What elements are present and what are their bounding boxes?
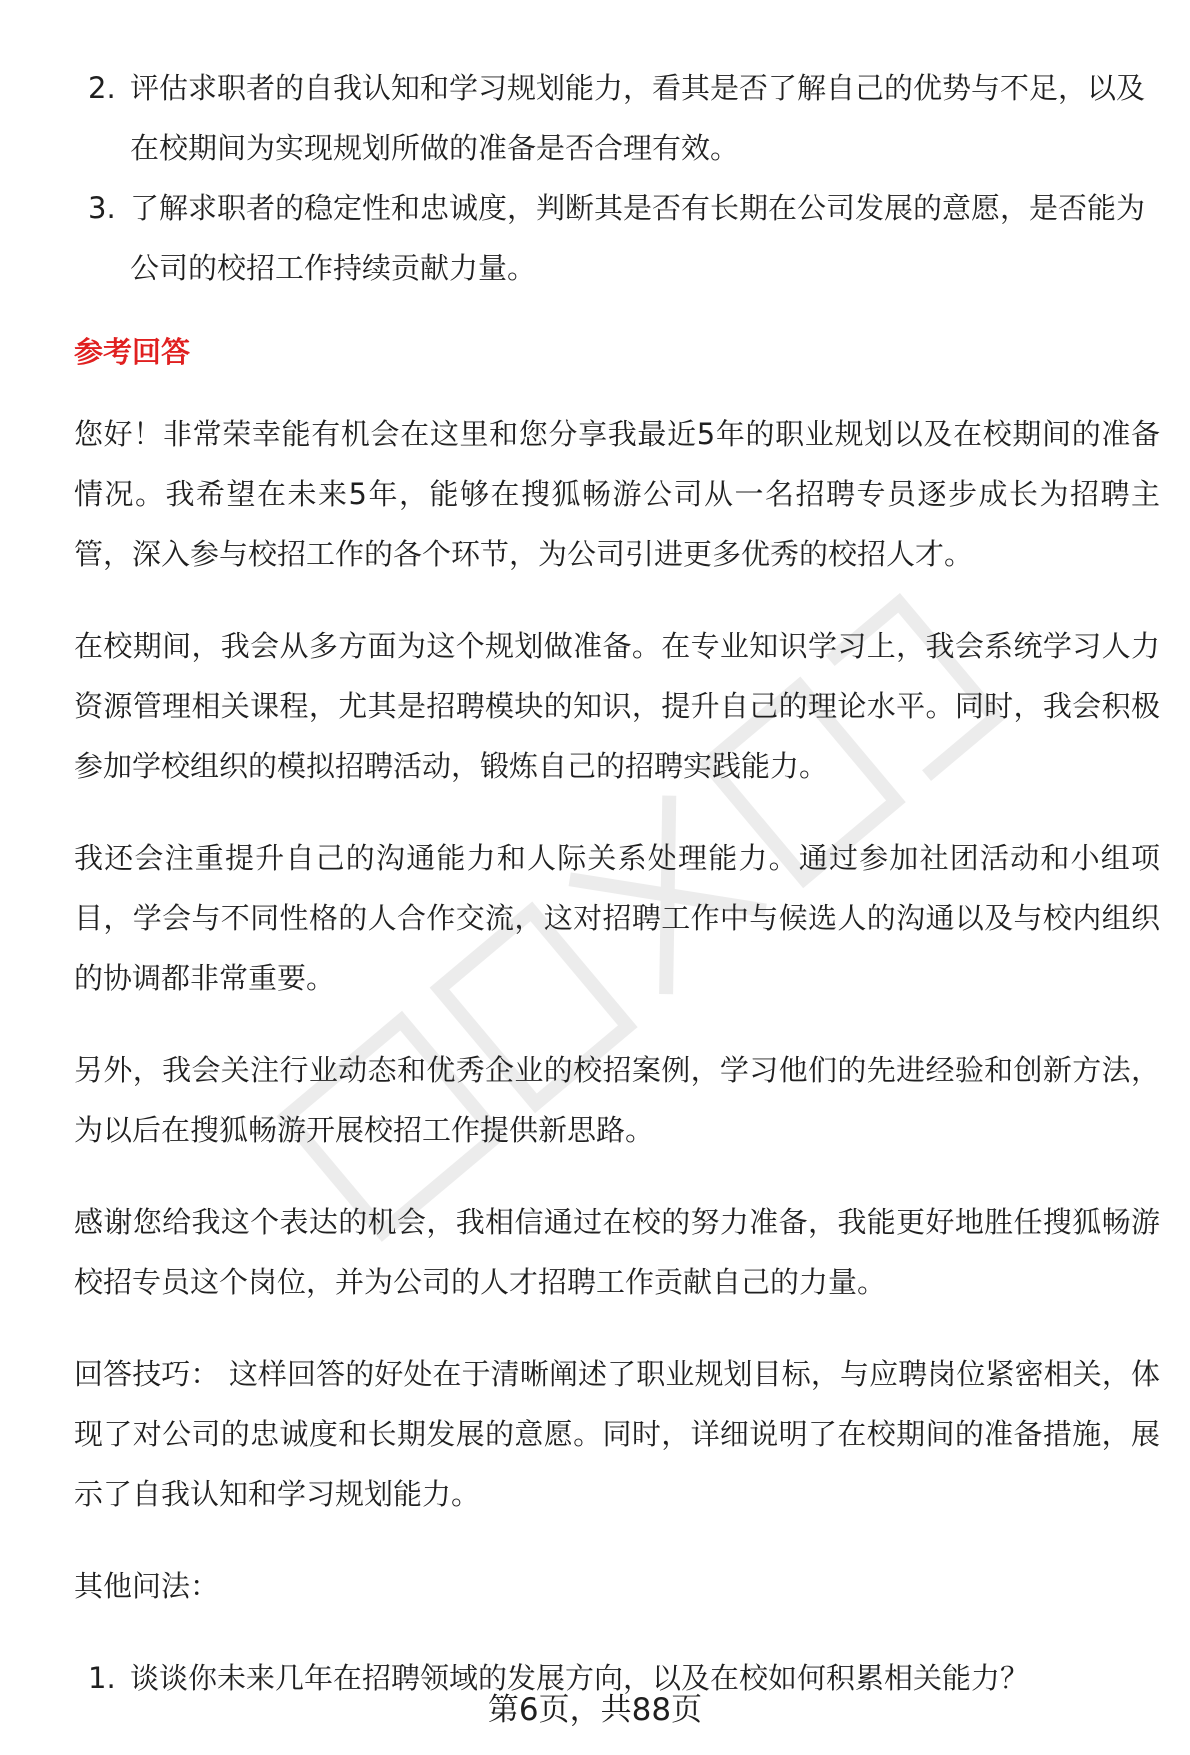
list-item-text: 谈谈你未来几年在招聘领域的发展方向，以及在校如何积累相关能力？: [130, 1661, 1030, 1695]
answer-paragraph: 另外，我会关注行业动态和优秀企业的校招案例，学习他们的先进经验和创新方法，为以后在搜狐畅游开展校招工作提供新思路。: [74, 1053, 1160, 1147]
list-item-text: 了解求职者的稳定性和忠诚度，判断其是否有长期在公司发展的意愿，是否能为公司的校招工作持续贡献力量。: [130, 191, 1146, 285]
answer-paragraph: 感谢您给我这个表达的机会，我相信通过在校的努力准备，我能更好地胜任搜狐畅游校招专员这个岗位，并为公司的人才招聘工作贡献自己的力量。: [74, 1205, 1160, 1299]
section-heading: 参考回答: [74, 335, 191, 369]
other-questions-label: 其他问法：: [74, 1569, 220, 1603]
answer-paragraph: 您好！非常荣幸能有机会在这里和您分享我最近5年的职业规划以及在校期间的准备情况。我希望在未来5年，能够在搜狐畅游公司从一名招聘专员逐步成长为招聘主管，深入参与校招工作的各个环节，为公司引进更多优秀的校招人才。: [74, 417, 1160, 571]
answer-paragraph: 在校期间，我会从多方面为这个规划做准备。在专业知识学习上，我会系统学习人力资源管理相关课程，尤其是招聘模块的知识，提升自己的理论水平。同时，我会积极参加学校组织的模拟招聘活动，锻炼自己的招聘实践能力。: [74, 629, 1160, 783]
list-item: [74, 58, 1160, 178]
answer-paragraph: 我还会注重提升自己的沟通能力和人际关系处理能力。通过参加社团活动和小组项目，学会与不同性格的人合作交流，这对招聘工作中与候选人的沟通以及与校内组织的协调都非常重要。: [74, 841, 1160, 995]
list-item-text: 评估求职者的自我认知和学习规划能力，看其是否了解自己的优势与不足，以及在校期间为实现规划所做的准备是否合理有效。: [130, 71, 1146, 165]
list-number: 3.: [88, 191, 116, 225]
list-item: [74, 178, 1160, 298]
page-footer: 第6页，共88页: [487, 1692, 703, 1728]
list-number: 1.: [88, 1661, 116, 1695]
tips-paragraph: 回答技巧： 这样回答的好处在于清晰阐述了职业规划目标，与应聘岗位紧密相关，体现了对公司的忠诚度和长期发展的意愿。同时，详细说明了在校期间的准备措施，展示了自我认知和学习规划能力。: [74, 1357, 1160, 1511]
top-numbered-list: [74, 58, 1160, 298]
content-area: [74, 58, 1160, 1708]
list-number: 2.: [88, 71, 116, 105]
